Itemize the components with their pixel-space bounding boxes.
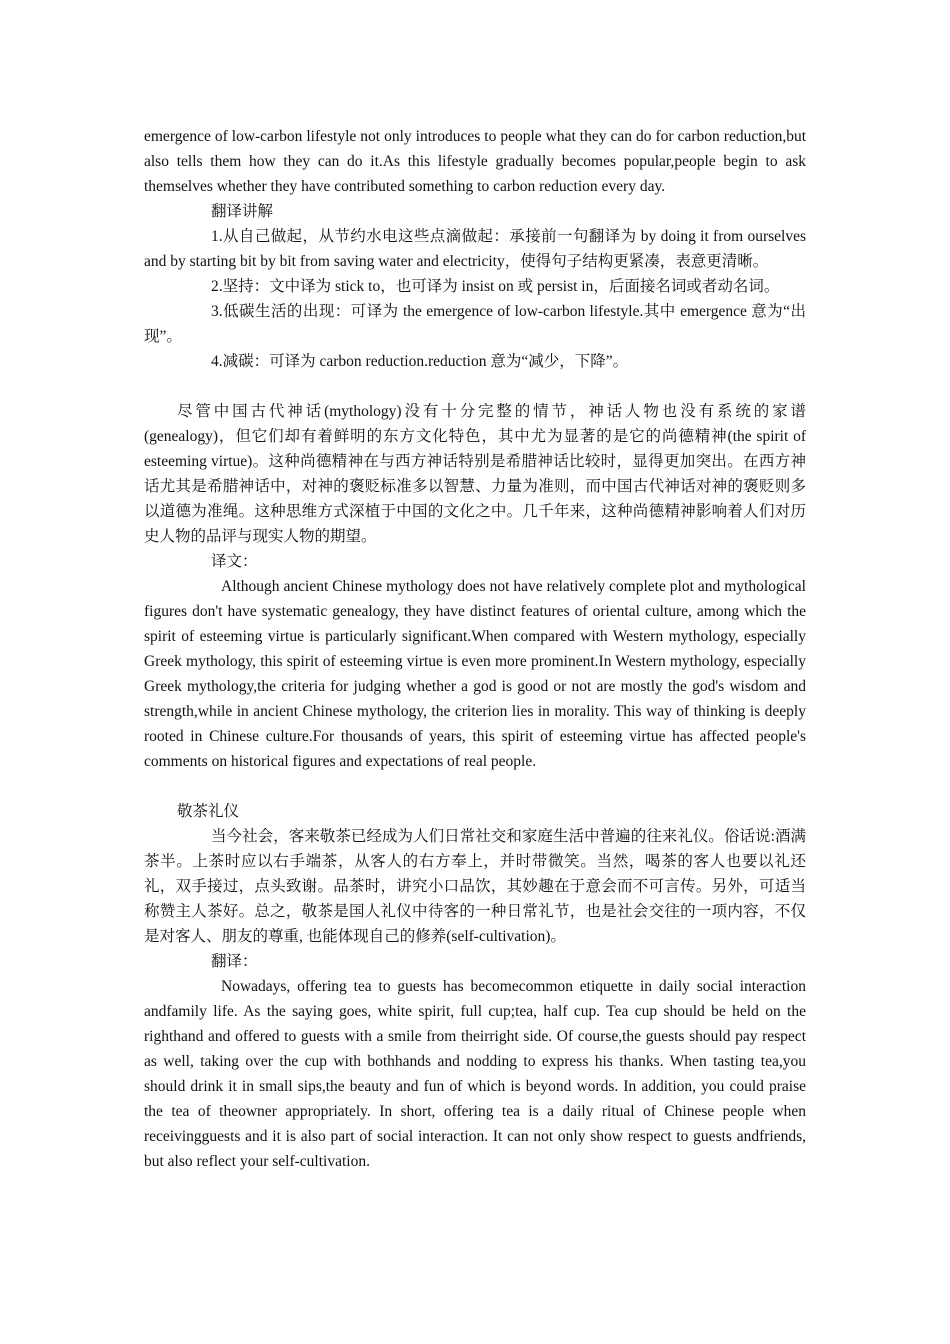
section2-source-paragraph: 尽管中国古代神话(mythology)没有十分完整的情节，神话人物也没有系统的家谱(genealogy)，但它们却有着鲜明的东方文化特色，其中尤为显著的是它的尚德精神(the spirit of esteeming virtue)。这种尚德精神在与西方神话特别是希腊神话比较时，显得更加突出。在西方神话尤其是希腊神话中，对神的褒贬标准多以智慧、力量为准则，而中国古代神话对神的褒贬则多以道德为准绳。这种思维方式深植于中国的文化之中。几千年来，这种尚德精神影响着人们对历史人物的品评与现实人物的期望。 xyxy=(144,403,806,545)
section1-continuation: emergence of low-carbon lifestyle not only introduces to people what they can do for carbon reduction,but also tells them how they can do it.As this lifestyle gradually becomes popular,people begin to ask themselves whether they have contributed something to carbon reduction every day. xyxy=(144,128,806,195)
section1-note-4: 4.减碳：可译为 carbon reduction.reduction 意为“减少，下降”。 xyxy=(211,353,629,370)
section3-translation-paragraph: Nowadays, offering tea to guests has becomecommon etiquette in daily social interaction andfamily life. As the saying goes, white spirit, full cup;tea, half cup. Tea cup should be held on the righthand and offered to guests with a smile from theirright side. Of course,the guests should pay respect as well, taking over the cup with bothhands and nodding to express his thanks. When tasting tea,you should drink it in small sips,the beauty and fun of which is beyond words. In addition, you could praise the tea of theowner appropriately. In short, offering tea is a daily ritual of Chinese people when receivingguests and it is also part of social interaction. It can not only show respect to guests andfriends, but also reflect your self-cultivation. xyxy=(144,978,806,1170)
section3-source-paragraph: 当今社会，客来敬茶已经成为人们日常社交和家庭生活中普遍的往来礼仪。俗话说:酒满茶半。上茶时应以右手端茶，从客人的右方奉上，并时带微笑。当然，喝茶的客人也要以礼还礼，双手接过，点头致谢。品茶时，讲究小口品饮，其妙趣在于意会而不可言传。另外，可适当称赞主人茶好。总之，敬茶是国人礼仪中待客的一种日常礼节，也是社会交往的一项内容，不仅是对客人、朋友的尊重, 也能体现自己的修养(self-cultivation)。 xyxy=(144,828,806,945)
section1-note-1: 1.从自己做起，从节约水电这些点滴做起：承接前一句翻译为 by doing it from ourselves and by starting bit by bit from saving water and electricity，使得句子结构更紧凑，表意更清晰。 xyxy=(144,228,806,270)
section3-title: 敬茶礼仪 xyxy=(177,803,240,820)
document-body xyxy=(144,124,806,1174)
section2-translation-label: 译文： xyxy=(211,553,258,570)
paragraph-gap xyxy=(144,774,806,799)
section2-translation-paragraph: Although ancient Chinese mythology does not have relatively complete plot and mythological figures don't have systematic genealogy, they have distinct features of oriental culture, among which the spirit of esteeming virtue is particularly significant.When compared with Western mythology, especially Greek mythology, this spirit of esteeming virtue is even more prominent.In Western mythology, especially Greek mythology,the criteria for judging whether a god is good or not are mostly the god's wisdom and strength,while in ancient Chinese mythology, the criterion lies in morality. This way of thinking is deeply rooted in Chinese culture.For thousands of years, this spirit of esteeming virtue has affected people's comments on historical figures and expectations of real people. xyxy=(144,578,806,770)
paragraph-gap xyxy=(144,374,806,399)
section1-note-2: 2.坚持：文中译为 stick to，也可译为 insist on 或 persist in，后面接名词或者动名词。 xyxy=(211,278,780,295)
section3-translation-label: 翻译： xyxy=(211,953,258,970)
section1-notes-heading: 翻译讲解 xyxy=(211,203,274,220)
section1-note-3: 3.低碳生活的出现：可译为 the emergence of low-carbon lifestyle.其中 emergence 意为“出现”。 xyxy=(144,303,806,345)
